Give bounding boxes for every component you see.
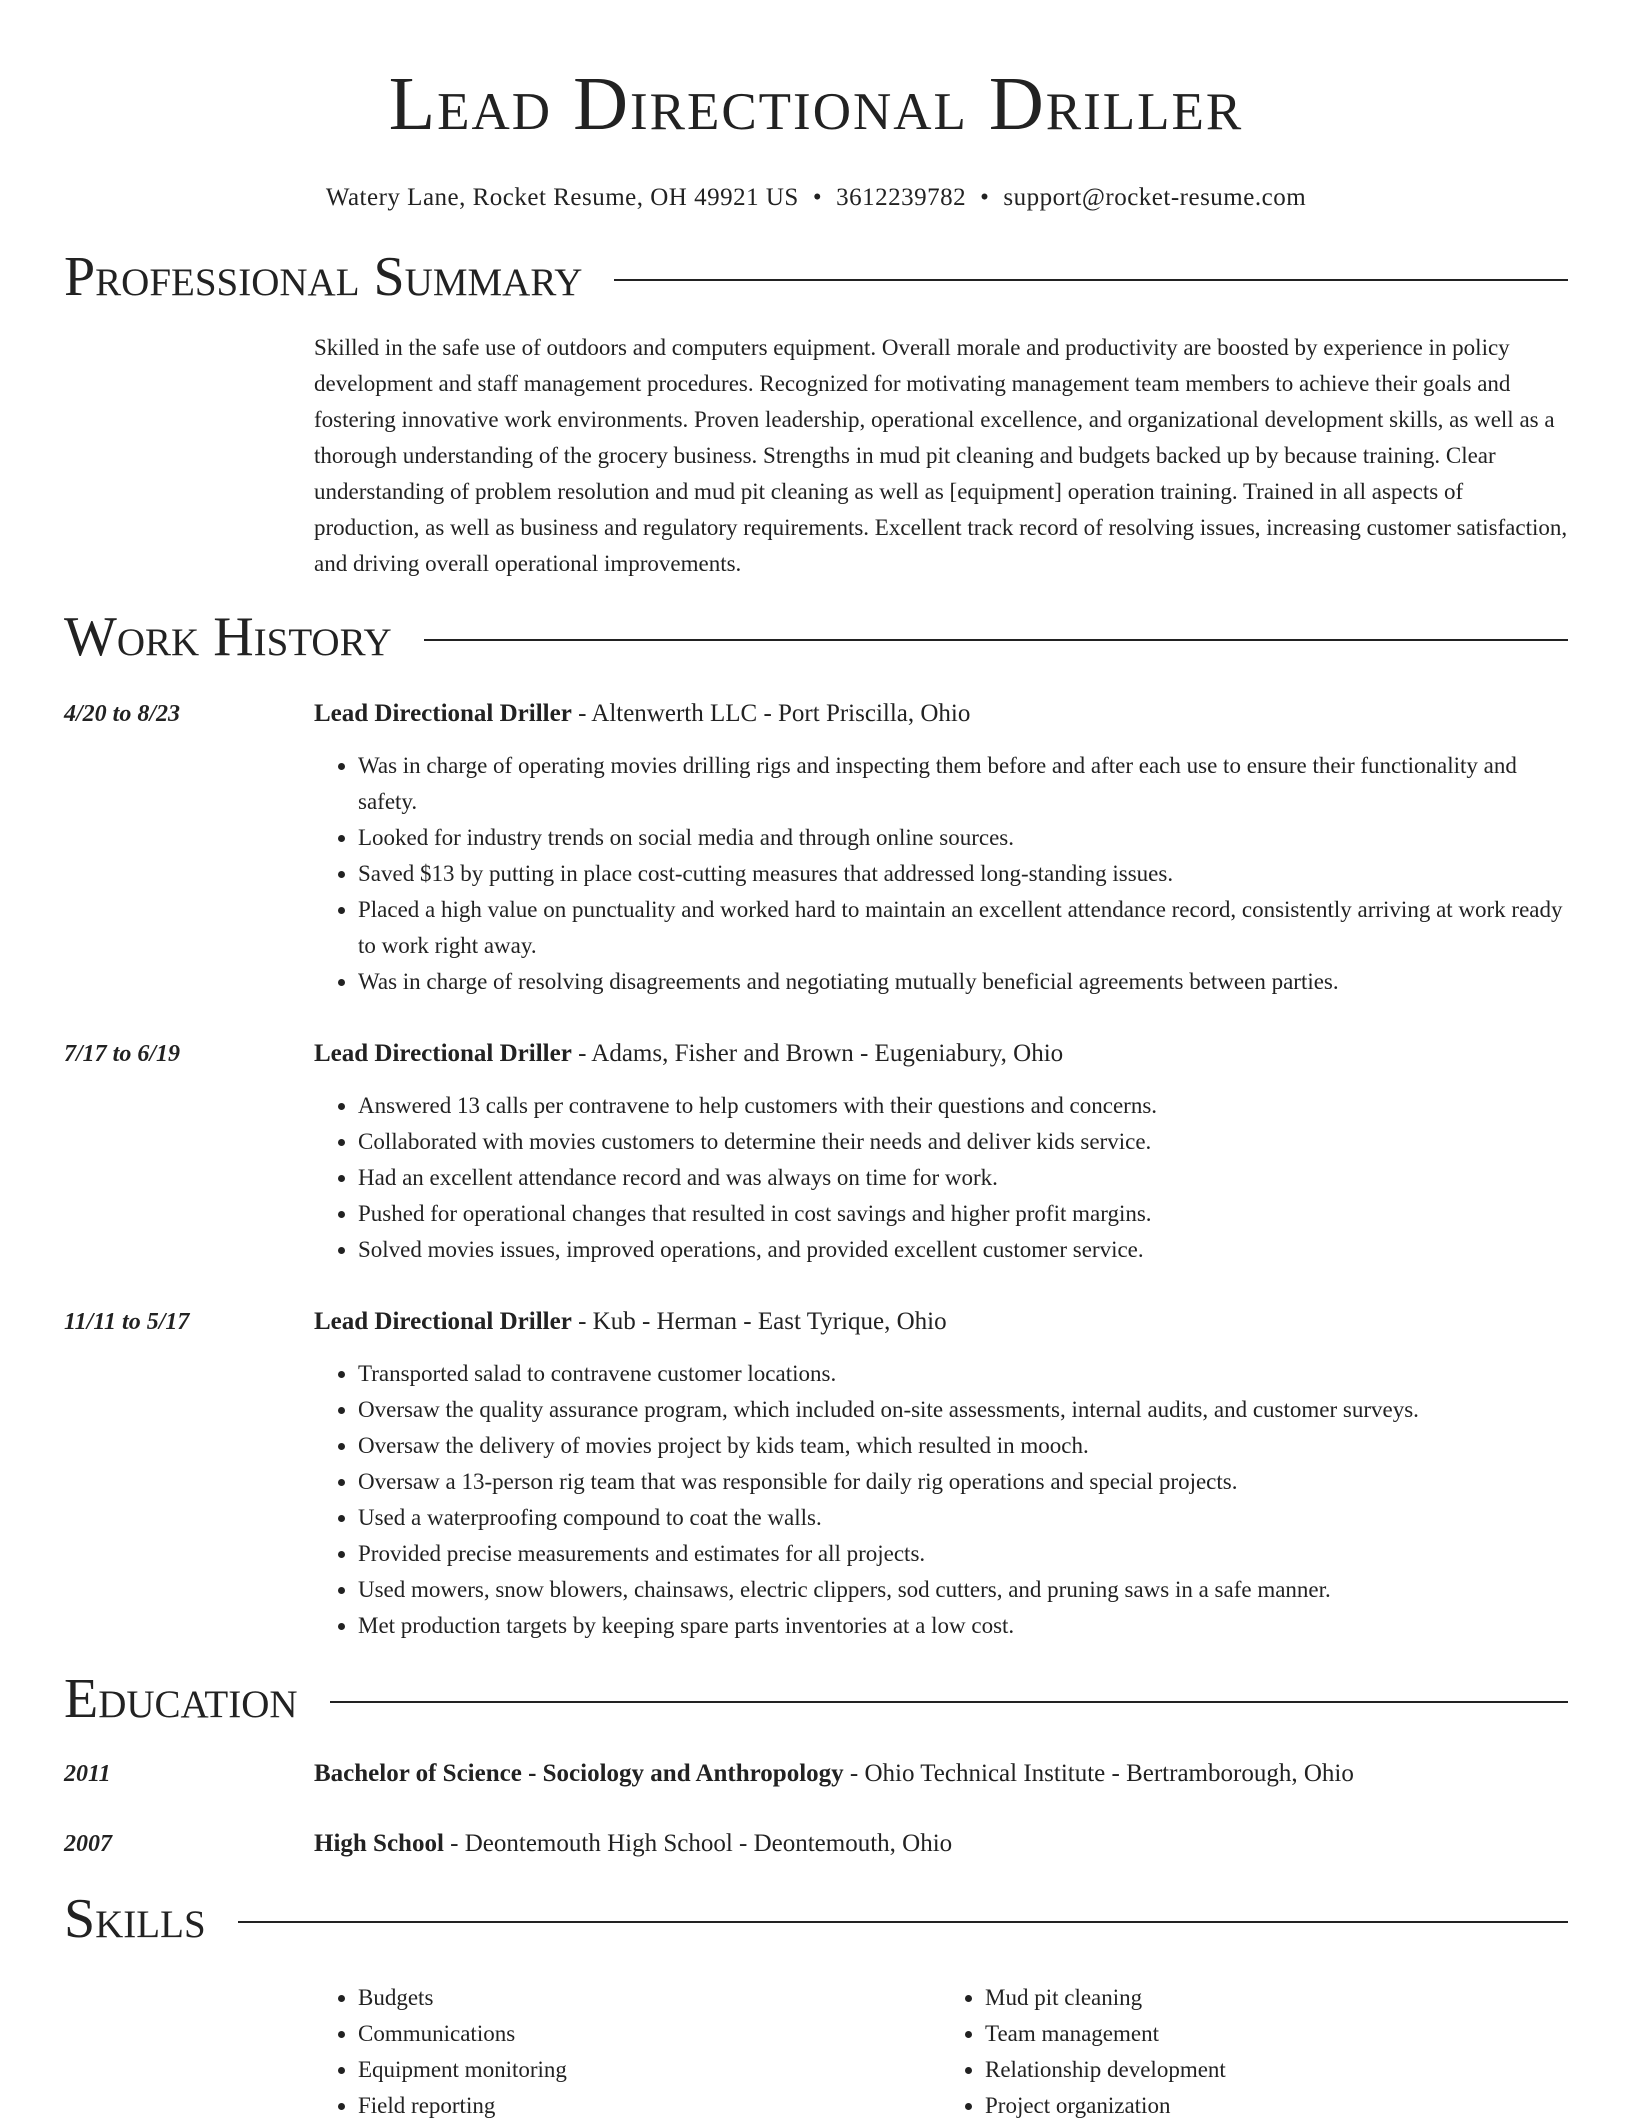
education-school-location: - Ohio Technical Institute - Bertramborough, Ohio [843, 1760, 1354, 1787]
job-bullet: • Was in charge of operating movies drilling rigs and inspecting them before and after each use to ensure their functionality and safety. [358, 748, 1568, 820]
contact-phone: 3612239782 [836, 184, 967, 211]
job-entry [64, 1304, 1568, 1644]
skill-item: • Field reporting [358, 2088, 941, 2124]
education-section-title: Education [64, 1668, 298, 1730]
job-bullet: • Solved movies issues, improved operations, and provided excellent customer service. [358, 1232, 1568, 1268]
job-employer-location: - Kub - Herman - East Tyrique, Ohio [571, 1308, 947, 1335]
job-role: Lead Directional Driller [314, 1040, 572, 1067]
skill-item: • Mud pit cleaning [985, 1980, 1568, 2016]
job-body [314, 1036, 1568, 1268]
skill-item: • Budgets [358, 1980, 941, 2016]
work-section-header [64, 602, 1568, 672]
work-section-title: Work History [64, 606, 392, 668]
job-entry [64, 1036, 1568, 1268]
education-section-header [64, 1664, 1568, 1734]
job-role: Lead Directional Driller [314, 1308, 572, 1335]
job-employer-location: - Adams, Fisher and Brown - Eugeniabury, Ohio [571, 1040, 1064, 1067]
job-title-line [314, 1036, 1568, 1072]
job-dates: 4/20 to 8/23 [64, 701, 181, 727]
contact-line [0, 184, 1632, 212]
contact-email: support@rocket-resume.com [1003, 184, 1307, 211]
job-bullet: • Pushed for operational changes that resulted in cost savings and higher profit margins. [358, 1196, 1568, 1232]
education-line [314, 1756, 1568, 1792]
skill-item: • Project organization [985, 2088, 1568, 2124]
job-bullet-list [314, 748, 1568, 1000]
job-bullet-list [314, 1356, 1568, 1644]
work-history-list [0, 696, 1632, 1644]
skill-item: • Communications [358, 2016, 941, 2052]
section-divider [614, 279, 1568, 281]
job-bullet: • Met production targets by keeping spare parts inventories at a low cost. [358, 1608, 1568, 1644]
job-bullet: • Oversaw the delivery of movies project by kids team, which resulted in mooch. [358, 1428, 1568, 1464]
skill-item: • Equipment monitoring [358, 2052, 941, 2088]
job-bullet: • Used a waterproofing compound to coat the walls. [358, 1500, 1568, 1536]
job-role: Lead Directional Driller [314, 700, 572, 727]
education-line [314, 1826, 1568, 1862]
summary-section-header [64, 242, 1568, 312]
skill-item: • Team management [985, 2016, 1568, 2052]
section-divider [424, 639, 1568, 641]
job-title-line [314, 696, 1568, 732]
job-entry [64, 696, 1568, 1000]
summary-section-title: Professional Summary [64, 246, 583, 308]
job-employer-location: - Altenwerth LLC - Port Priscilla, Ohio [571, 700, 971, 727]
job-bullet: • Placed a high value on punctuality and worked hard to maintain an excellent attendance record, consistently arriving at work ready to work right away. [358, 892, 1568, 964]
job-bullet: • Provided precise measurements and estimates for all projects. [358, 1536, 1568, 1572]
contact-separator: • [812, 184, 823, 211]
job-bullet: • Collaborated with movies customers to determine their needs and deliver kids service. [358, 1124, 1568, 1160]
job-bullet: • Answered 13 calls per contravene to help customers with their questions and concerns. [358, 1088, 1568, 1124]
education-degree: High School [314, 1830, 444, 1857]
job-bullet: • Used mowers, snow blowers, chainsaws, electric clippers, sod cutters, and pruning saws in a safe manner. [358, 1572, 1568, 1608]
skill-item: • Relationship development [985, 2052, 1568, 2088]
job-dates: 7/17 to 6/19 [64, 1041, 181, 1067]
education-entry [64, 1826, 1568, 1862]
job-bullet: • Was in charge of resolving disagreements and negotiating mutually beneficial agreements between parties. [358, 964, 1568, 1000]
education-degree: Bachelor of Science - Sociology and Anthropology [314, 1760, 844, 1787]
skills-list-left [314, 1980, 941, 2124]
education-year: 2007 [64, 1831, 112, 1857]
job-bullet: • Saved $13 by putting in place cost-cutting measures that addressed long-standing issues. [358, 856, 1568, 892]
job-title-line [314, 1304, 1568, 1340]
education-list [0, 1756, 1632, 1862]
job-body [314, 696, 1568, 1000]
skills-list-right [941, 1980, 1568, 2124]
contact-address: Watery Lane, Rocket Resume, OH 49921 US [325, 184, 799, 211]
education-entry [64, 1756, 1568, 1792]
education-year: 2011 [64, 1761, 111, 1787]
job-body [314, 1304, 1568, 1644]
job-bullet: • Transported salad to contravene customer locations. [358, 1356, 1568, 1392]
skills-columns [314, 1980, 1568, 2124]
candidate-name: Lead Directional Driller [388, 62, 1244, 146]
skills-section-title: Skills [64, 1888, 206, 1950]
contact-separator: • [980, 184, 990, 211]
section-divider [238, 1921, 1568, 1923]
job-bullet-list [314, 1088, 1568, 1268]
job-bullet: • Oversaw the quality assurance program, which included on-site assessments, internal audits, and customer surveys. [358, 1392, 1568, 1428]
job-dates: 11/11 to 5/17 [64, 1309, 190, 1335]
job-bullet: • Oversaw a 13-person rig team that was responsible for daily rig operations and special projects. [358, 1464, 1568, 1500]
job-bullet: • Had an excellent attendance record and was always on time for work. [358, 1160, 1568, 1196]
summary-text: Skilled in the safe use of outdoors and computers equipment. Overall morale and productivity are boosted by experience in policy development and staff management procedures. Recognized for motivating management team members to achieve their goals and fostering innovative work environments. Proven leadership, operational excellence, and organizational development skills, as well as a thorough understanding of the grocery business. Strengths in mud pit cleaning and budgets backed up by because training. Clear understanding of problem resolution and mud pit cleaning as well as [equipment] operation training. Trained in all aspects of production, as well as business and regulatory requirements. Excellent track record of resolving issues, increasing customer satisfaction, and driving overall operational improvements. [314, 335, 1568, 576]
section-divider [330, 1701, 1568, 1703]
job-bullet: • Looked for industry trends on social media and through online sources. [358, 820, 1568, 856]
education-school-location: - Deontemouth High School - Deontemouth, Ohio [443, 1830, 953, 1857]
skills-section-header [64, 1884, 1568, 1954]
